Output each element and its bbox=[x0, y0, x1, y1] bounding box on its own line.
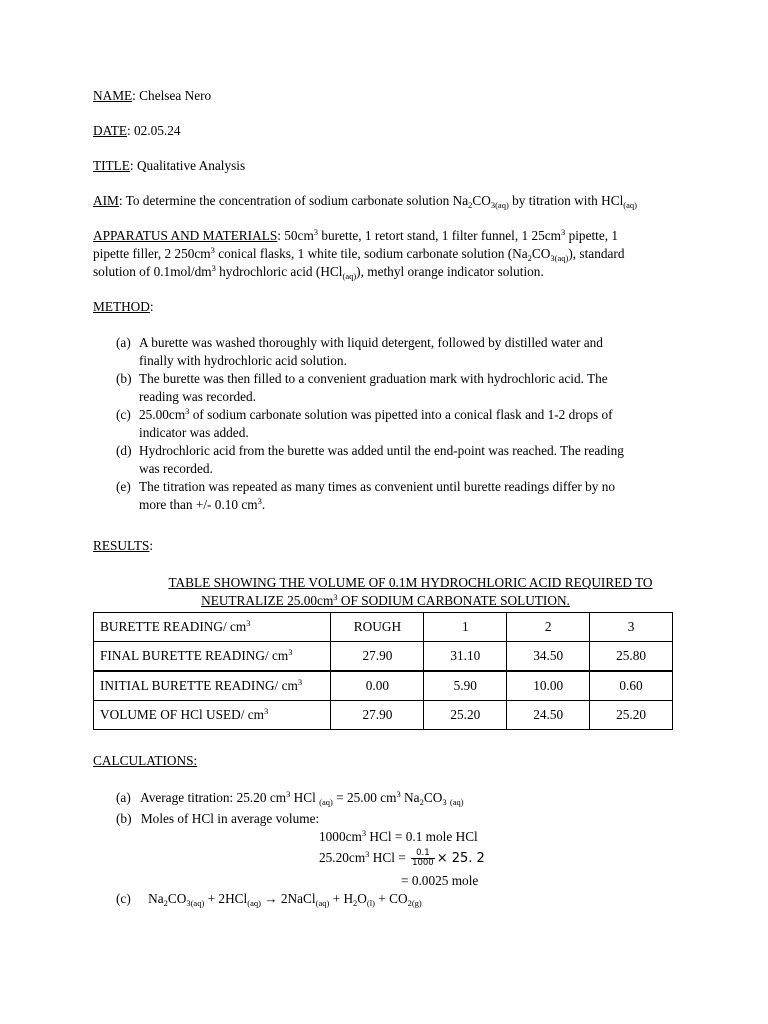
calc-c-sub-2g bbox=[408, 898, 422, 908]
aim-label: AIM bbox=[93, 193, 119, 208]
title-line bbox=[93, 157, 678, 175]
calc-a-sub-3: 3 bbox=[442, 797, 447, 807]
apparatus-line-1 bbox=[93, 227, 693, 245]
apparatus-co: CO bbox=[531, 246, 551, 261]
step-text: Hydrochloric acid from the burette was added until the end-point was reached. The reading was recorded. bbox=[139, 443, 624, 476]
results-table bbox=[93, 612, 673, 730]
calc-b-l2-sup: 3 bbox=[365, 849, 370, 859]
apparatus-sup-2: 3 bbox=[561, 227, 566, 237]
step-text: A burette was washed thoroughly with liquid detergent, followed by distilled water and finally with hydrochloric acid solution. bbox=[139, 335, 603, 368]
table-row bbox=[94, 642, 673, 672]
row-label: FINAL BURETTE READING/ cm bbox=[100, 648, 289, 663]
calc-a-co: CO bbox=[423, 790, 443, 805]
fraction-denominator: 1000 bbox=[412, 858, 434, 869]
row-label: INITIAL BURETTE READING/ cm bbox=[100, 678, 298, 693]
calc-b-line-2 bbox=[319, 849, 485, 868]
name-label: NAME bbox=[93, 88, 133, 103]
apparatus-l2b: conical flasks, 1 white tile, sodium carbonate solution (Na bbox=[214, 246, 528, 261]
step-marker: (c) bbox=[116, 407, 131, 422]
method-label: METHOD bbox=[93, 299, 150, 314]
apparatus-block bbox=[93, 227, 693, 281]
calc-a bbox=[116, 789, 464, 807]
table-row bbox=[94, 671, 673, 701]
aim-text-a: : To determine the concentration of sodium carbonate solution Na bbox=[118, 193, 469, 208]
calc-b-l1-sup: 3 bbox=[361, 828, 367, 838]
calc-a-sup-2: 3 bbox=[396, 789, 401, 799]
table-cell: 0.60 bbox=[590, 671, 673, 701]
title-value: : Qualitative Analysis bbox=[129, 158, 246, 173]
apparatus-sub-aq: (aq) bbox=[342, 271, 357, 281]
method-step-d bbox=[93, 442, 634, 478]
row-sup: 3 bbox=[264, 706, 269, 716]
apparatus-sup-4: 3 bbox=[211, 263, 216, 273]
apparatus-label: APPARATUS AND MATERIALS bbox=[93, 228, 278, 243]
fraction bbox=[411, 849, 435, 868]
calc-c-sub-l: (l) bbox=[366, 898, 375, 908]
calc-c-na: Na bbox=[148, 891, 164, 906]
apparatus-l2a: pipette filler, 2 250cm bbox=[93, 246, 211, 261]
apparatus-l1b: burette, 1 retort stand, 1 filter funnel, 1 25cm bbox=[318, 228, 562, 243]
apparatus-l3c: ), methyl orange indicator solution. bbox=[356, 264, 544, 279]
table-cell: 25.80 bbox=[590, 642, 673, 672]
calc-a-text-3: = 25.00 cm bbox=[332, 790, 397, 805]
date-line bbox=[93, 122, 678, 140]
table-title-line-2 bbox=[93, 592, 678, 610]
table-cell: 2 bbox=[507, 613, 590, 642]
aim-line bbox=[93, 192, 693, 210]
calc-c-o: O bbox=[357, 891, 367, 906]
row-sup: 3 bbox=[297, 677, 303, 687]
aim-sub-aq: (aq) bbox=[623, 200, 637, 210]
calc-a-sup-1: 3 bbox=[286, 789, 291, 799]
table-cell: 27.90 bbox=[331, 701, 424, 730]
step-text-b: . bbox=[261, 497, 266, 512]
table-row bbox=[94, 613, 673, 642]
calc-c-co: CO bbox=[167, 891, 187, 906]
calc-b bbox=[116, 810, 319, 828]
table-cell-label bbox=[94, 671, 331, 701]
method-step-e bbox=[93, 478, 634, 514]
calc-c-sub-2a: 2 bbox=[163, 898, 168, 908]
calc-c-plus2: + H bbox=[329, 891, 354, 906]
results-heading bbox=[93, 537, 678, 555]
method-step-b bbox=[93, 370, 634, 406]
calc-b-l2a: 25.20cm bbox=[319, 850, 366, 865]
results-colon: : bbox=[149, 538, 154, 553]
title-label: TITLE bbox=[93, 158, 130, 173]
calc-b-l2b: HCl = bbox=[369, 850, 410, 865]
calc-a-text-2: HCl bbox=[290, 790, 320, 805]
step-marker: (b) bbox=[116, 371, 132, 386]
calculations-label: CALCULATIONS: bbox=[93, 753, 198, 768]
calc-a-text-1: Average titration: 25.20 cm bbox=[140, 790, 287, 805]
calc-a-sub-2: 2 bbox=[419, 797, 424, 807]
table-cell: ROUGH bbox=[331, 613, 424, 642]
fraction-numerator: 0.1 bbox=[411, 849, 435, 859]
name-line bbox=[93, 87, 678, 105]
calc-c-sub-2c: 2 bbox=[407, 898, 412, 908]
apparatus-l3a: solution of 0.1mol/dm bbox=[93, 264, 212, 279]
step-marker: (e) bbox=[116, 479, 131, 494]
apparatus-sup-3: 3 bbox=[210, 245, 215, 255]
calc-c-arrow: → 2NaCl bbox=[260, 891, 316, 906]
row-sup: 3 bbox=[246, 618, 251, 628]
aim-sub-2: 2 bbox=[468, 200, 473, 210]
step-sup: 3 bbox=[257, 496, 262, 506]
aim-sub-3aq: 3(aq) bbox=[490, 200, 509, 210]
row-label: BURETTE READING/ cm bbox=[100, 619, 247, 634]
date-value: : 02.05.24 bbox=[126, 123, 181, 138]
table-cell: 27.90 bbox=[331, 642, 424, 672]
calc-b-text: Moles of HCl in average volume: bbox=[140, 811, 320, 826]
table-cell: 0.00 bbox=[331, 671, 424, 701]
table-title-2b: OF SODIUM CARBONATE SOLUTION. bbox=[337, 593, 570, 608]
table-cell: 25.20 bbox=[590, 701, 673, 730]
table-cell: 25.20 bbox=[424, 701, 507, 730]
table-row bbox=[94, 701, 673, 730]
table-cell-label bbox=[94, 701, 331, 730]
method-step-a bbox=[93, 334, 634, 370]
calc-b-l1a: 1000cm bbox=[319, 829, 362, 844]
calc-a-text-4: Na bbox=[400, 790, 420, 805]
calculations-heading bbox=[93, 752, 678, 770]
calc-c-plus3: + CO bbox=[374, 891, 408, 906]
table-cell: 24.50 bbox=[507, 701, 590, 730]
table-title-2a: NEUTRALIZE 25.00cm bbox=[201, 593, 334, 608]
method-heading bbox=[93, 298, 678, 316]
row-label: VOLUME OF HCl USED/ cm bbox=[100, 707, 264, 722]
apparatus-line-3 bbox=[93, 263, 693, 281]
apparatus-l2c: ), standard bbox=[568, 246, 625, 261]
aim-text-b: by titration with HCl bbox=[508, 193, 624, 208]
calc-a-sub-aq-2: (aq) bbox=[449, 797, 464, 807]
calc-c-sub-aq-1: (aq) bbox=[247, 898, 261, 908]
calc-c-sub-2b: 2 bbox=[353, 898, 358, 908]
table-cell: 5.90 bbox=[424, 671, 507, 701]
apparatus-sub-3aq: 3(aq) bbox=[550, 253, 569, 263]
table-cell: 1 bbox=[424, 613, 507, 642]
table-cell: 10.00 bbox=[507, 671, 590, 701]
apparatus-line-2 bbox=[93, 245, 693, 263]
method-list bbox=[93, 334, 693, 514]
apparatus-l3b: hydrochloric acid (HCl bbox=[215, 264, 343, 279]
method-step-c bbox=[93, 406, 634, 442]
calc-b-marker: (b) bbox=[116, 811, 132, 826]
calc-c-marker: (c) bbox=[116, 891, 131, 906]
calc-a-marker: (a) bbox=[116, 790, 131, 805]
method-colon: : bbox=[149, 299, 154, 314]
calc-c bbox=[116, 890, 422, 908]
calc-c-sub-g: (g) bbox=[411, 898, 422, 908]
calc-c-sub-aq-2: (aq) bbox=[315, 898, 330, 908]
results-label: RESULTS bbox=[93, 538, 150, 553]
calc-b-l1b: HCl = 0.1 mole HCl bbox=[366, 829, 478, 844]
calc-b-line-3: = 0.0025 mole bbox=[401, 873, 479, 888]
date-label: DATE bbox=[93, 123, 127, 138]
name-value: : Chelsea Nero bbox=[132, 88, 212, 103]
step-text-a: 25.00cm bbox=[139, 407, 186, 422]
calc-c-plus1: + 2HCl bbox=[204, 891, 248, 906]
step-text: The burette was then filled to a convenient graduation mark with hydrochloric acid. The reading was recorded. bbox=[139, 371, 608, 404]
table-cell-label bbox=[94, 642, 331, 672]
calc-b-line-1 bbox=[319, 828, 478, 846]
table-cell: 34.50 bbox=[507, 642, 590, 672]
apparatus-sup-1: 3 bbox=[313, 227, 319, 237]
row-sup: 3 bbox=[288, 647, 293, 657]
step-text-b: of sodium carbonate solution was pipetted into a conical flask and 1-2 drops of indicator was added. bbox=[139, 407, 613, 440]
calc-c-sub-3aq: 3(aq) bbox=[186, 898, 205, 908]
calc-a-sub-aq-1: (aq) bbox=[319, 797, 333, 807]
table-cell-label bbox=[94, 613, 331, 642]
table-cell: 3 bbox=[590, 613, 673, 642]
apparatus-sub-2: 2 bbox=[527, 253, 532, 263]
apparatus-l1c: pipette, 1 bbox=[565, 228, 619, 243]
step-marker: (d) bbox=[116, 443, 132, 458]
apparatus-l1a: : 50cm bbox=[277, 228, 314, 243]
step-marker: (a) bbox=[116, 335, 131, 350]
aim-co: CO bbox=[472, 193, 491, 208]
table-title-sup: 3 bbox=[333, 592, 338, 602]
table-cell: 31.10 bbox=[424, 642, 507, 672]
step-sup: 3 bbox=[185, 406, 190, 416]
step-text-a: The titration was repeated as many times as convenient until burette readings differ by no more than +/- 0.10 cm bbox=[139, 479, 616, 512]
table-title-line-1: TABLE SHOWING THE VOLUME OF 0.1M HYDROCHLORIC ACID REQUIRED TO bbox=[168, 575, 653, 590]
calc-b-l2c: × 25. 2 bbox=[436, 851, 485, 866]
